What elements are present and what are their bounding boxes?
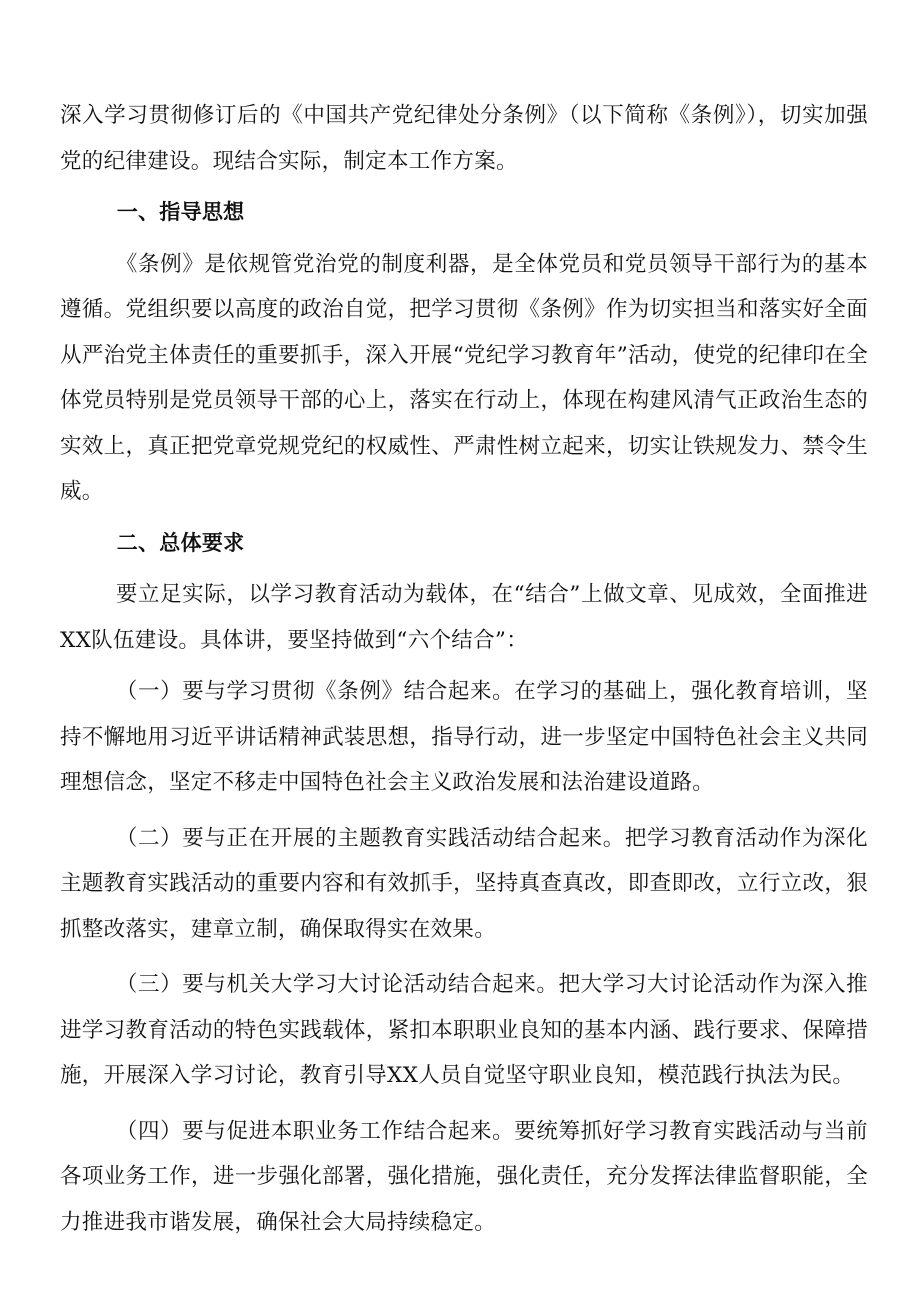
section-heading-guiding-thought: 一、指导思想 <box>116 200 245 224</box>
combination-item-2: （二）要与正在开展的主题教育实践活动结合起来。把学习教育活动作为深化主题教育实践活动的重要内容和有效抓手，坚持真查真改，即查即改，立行立改，狠抓整改落实，建章立制，确保取得实在效果。 <box>60 825 868 942</box>
section-heading-overall-requirements: 二、总体要求 <box>116 530 245 555</box>
combination-item-3: （三）要与机关大学习大讨论活动结合起来。把大学习大讨论活动作为深入推进学习教育活动的特色实践载体，紧扣本职职业良知的基本内涵、践行要求、保障措施，开展深入学习讨论，教育引导XX人员自觉坚守职业良知，模范践行执法为民。 <box>60 972 868 1088</box>
guiding-thought-paragraph: 《条例》是依规管党治党的制度利器，是全体党员和党员领导干部行为的基本遵循。党组织要以高度的政治自觉，把学习贯彻《条例》作为切实担当和落实好全面从严治党主体责任的重要抓手，深入开展“党纪学习教育年”活动，使党的纪律印在全体党员特别是党员领导干部的心上，落实在行动上，体现在构建风清气正政治生态的实效上，真正把党章党规党纪的权威性、严肃性树立起来，切实让铁规发力、禁令生威。 <box>60 251 868 504</box>
combination-item-4: （四）要与促进本职业务工作结合起来。要统筹抓好学习教育实践活动与当前各项业务工作，进一步强化部署，强化措施，强化责任，充分发挥法律监督职能，全力推进我市谐发展，确保社会大局持续稳定。 <box>60 1118 868 1235</box>
document-page <box>60 93 868 1245</box>
overall-requirements-paragraph: 要立足实际，以学习教育活动为载体，在“结合”上做文章、见成效，全面推进XX队伍建设。具体讲，要坚持做到“六个结合”： <box>60 582 868 653</box>
intro-paragraph: 深入学习贯彻修订后的《中国共产党纪律处分条例》（以下简称《条例》），切实加强党的纪律建设。现结合实际，制定本工作方案。 <box>60 103 868 174</box>
combination-item-1: （一）要与学习贯彻《条例》结合起来。在学习的基础上，强化教育培训，坚持不懈地用习近平讲话精神武装思想，指导行动，进一步坚定中国特色社会主义共同理想信念，坚定不移走中国特色社会主义政治发展和法治建设道路。 <box>60 679 868 795</box>
